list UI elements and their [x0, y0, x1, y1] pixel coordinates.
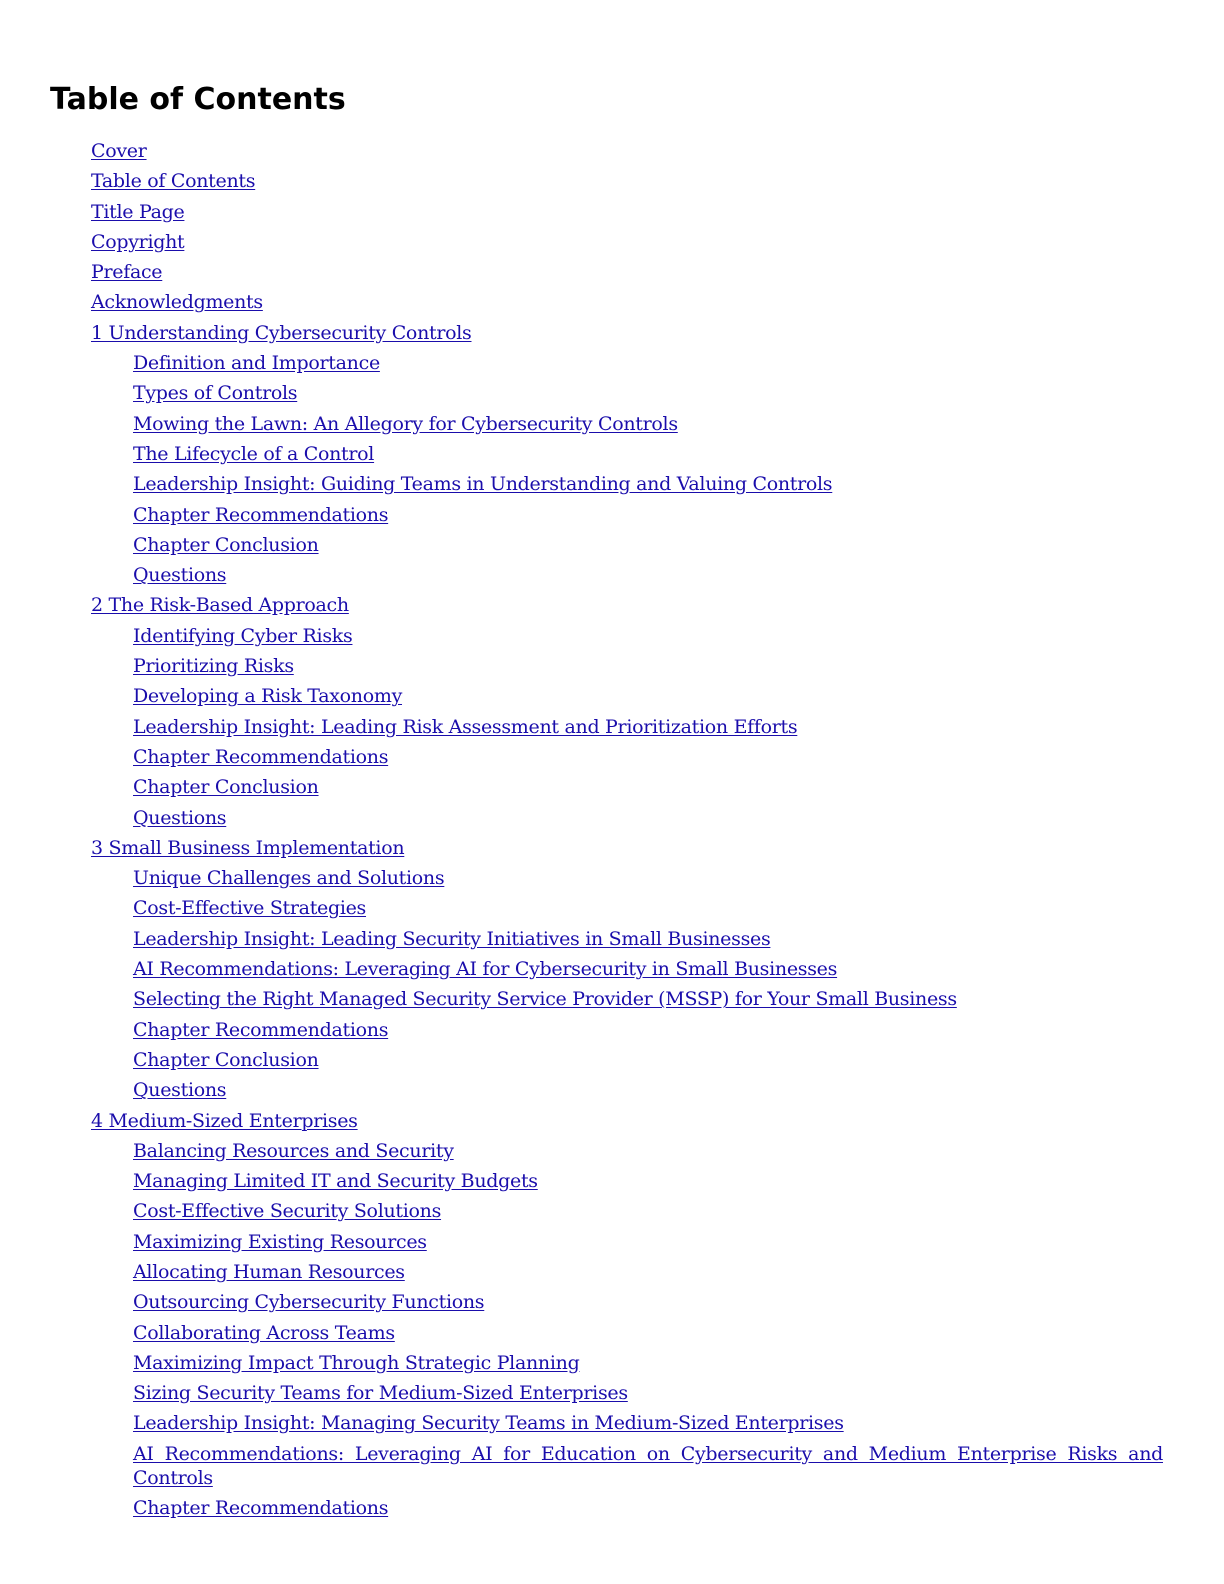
toc-section-entry	[0, 1318, 1224, 1348]
toc-section-entry	[0, 651, 1224, 681]
toc-section-link[interactable]: Identifying Cyber Risks	[133, 624, 353, 647]
toc-chapter-link[interactable]: Copyright	[91, 230, 185, 253]
toc-section-link[interactable]: Leadership Insight: Leading Risk Assessment and Prioritization Efforts	[133, 715, 798, 738]
toc-section-entry	[0, 1166, 1224, 1196]
toc-section-entry	[0, 1136, 1224, 1166]
toc-section-entry	[0, 1439, 1224, 1493]
page-title: Table of Contents	[50, 82, 346, 117]
toc-chapter-entry	[0, 833, 1224, 863]
toc-section-link[interactable]: Sizing Security Teams for Medium-Sized Enterprises	[133, 1382, 628, 1405]
toc-section-link[interactable]: Definition and Importance	[133, 352, 380, 375]
toc-section-entry	[0, 681, 1224, 711]
toc-section-entry	[0, 924, 1224, 954]
toc-chapter-entry	[0, 287, 1224, 317]
toc-section-link[interactable]: Types of Controls	[133, 382, 298, 405]
toc-chapter-link[interactable]: 4 Medium-Sized Enterprises	[91, 1109, 358, 1132]
toc-section-link[interactable]: Chapter Recommendations	[133, 1496, 389, 1519]
toc-section-link[interactable]: Mowing the Lawn: An Allegory for Cybersecurity Controls	[133, 412, 678, 435]
toc-section-link[interactable]: Cost-Effective Strategies	[133, 897, 367, 920]
toc-section-entry	[0, 500, 1224, 530]
toc-section-entry	[0, 984, 1224, 1014]
toc-section-link[interactable]: Chapter Conclusion	[133, 533, 319, 556]
toc-section-link[interactable]: Selecting the Right Managed Security Service Provider (MSSP) for Your Small Business	[133, 988, 957, 1011]
toc-section-link[interactable]: Chapter Recommendations	[133, 503, 389, 526]
toc-section-entry	[0, 1227, 1224, 1257]
toc-section-link[interactable]: Leadership Insight: Managing Security Teams in Medium-Sized Enterprises	[133, 1412, 844, 1435]
toc-section-entry	[0, 893, 1224, 923]
toc-section-link[interactable]: Cost-Effective Security Solutions	[133, 1200, 442, 1223]
toc-section-link[interactable]: Maximizing Impact Through Strategic Planning	[133, 1351, 580, 1374]
toc-section-entry	[0, 1378, 1224, 1408]
toc-chapter-link[interactable]: 3 Small Business Implementation	[91, 836, 405, 859]
toc-section-entry	[0, 409, 1224, 439]
toc-section-link[interactable]: Leadership Insight: Leading Security Initiatives in Small Businesses	[133, 927, 771, 950]
toc-section-link[interactable]: The Lifecycle of a Control	[133, 442, 375, 465]
toc-section-entry	[0, 378, 1224, 408]
toc-section-link[interactable]: Chapter Conclusion	[133, 1048, 319, 1071]
toc-chapter-entry	[0, 590, 1224, 620]
toc-section-entry	[0, 560, 1224, 590]
toc-section-link[interactable]: AI Recommendations: Leveraging AI for Education on Cybersecurity and Medium Enterprise Risks and Controls	[133, 1442, 1163, 1489]
toc-section-entry	[0, 469, 1224, 499]
toc-section-link[interactable]: Balancing Resources and Security	[133, 1139, 454, 1162]
toc-section-link[interactable]: Unique Challenges and Solutions	[133, 867, 445, 890]
toc-section-entry	[0, 530, 1224, 560]
toc-chapter-entry	[0, 197, 1224, 227]
toc-section-link[interactable]: AI Recommendations: Leveraging AI for Cybersecurity in Small Businesses	[133, 958, 838, 981]
toc-section-link[interactable]: Chapter Recommendations	[133, 745, 389, 768]
toc-section-entry	[0, 1196, 1224, 1226]
toc-section-link[interactable]: Chapter Recommendations	[133, 1018, 389, 1041]
toc-section-link[interactable]: Developing a Risk Taxonomy	[133, 685, 403, 708]
toc-section-link[interactable]: Allocating Human Resources	[133, 1260, 405, 1283]
toc-section-entry	[0, 803, 1224, 833]
toc-section-entry	[0, 1075, 1224, 1105]
toc-section-entry	[0, 348, 1224, 378]
toc-section-entry	[0, 1493, 1224, 1523]
toc-chapter-link[interactable]: Table of Contents	[91, 170, 256, 193]
table-of-contents-list	[0, 136, 1224, 1523]
toc-section-link[interactable]: Managing Limited IT and Security Budgets	[133, 1170, 538, 1193]
toc-chapter-entry	[0, 257, 1224, 287]
toc-chapter-link[interactable]: Acknowledgments	[91, 291, 263, 314]
toc-chapter-link[interactable]: Title Page	[91, 200, 185, 223]
toc-section-entry	[0, 772, 1224, 802]
toc-section-entry	[0, 1287, 1224, 1317]
toc-chapter-link[interactable]: Preface	[91, 261, 163, 284]
toc-section-link[interactable]: Maximizing Existing Resources	[133, 1230, 427, 1253]
toc-section-link[interactable]: Outsourcing Cybersecurity Functions	[133, 1291, 485, 1314]
toc-chapter-link[interactable]: 1 Understanding Cybersecurity Controls	[91, 321, 472, 344]
toc-chapter-entry	[0, 136, 1224, 166]
toc-section-link[interactable]: Collaborating Across Teams	[133, 1321, 395, 1344]
toc-section-entry	[0, 1348, 1224, 1378]
toc-chapter-entry	[0, 1106, 1224, 1136]
toc-section-link[interactable]: Leadership Insight: Guiding Teams in Understanding and Valuing Controls	[133, 473, 833, 496]
toc-chapter-entry	[0, 227, 1224, 257]
toc-section-entry	[0, 742, 1224, 772]
toc-section-entry	[0, 1408, 1224, 1438]
toc-section-entry	[0, 863, 1224, 893]
toc-section-entry	[0, 712, 1224, 742]
toc-section-entry	[0, 1045, 1224, 1075]
toc-section-link[interactable]: Prioritizing Risks	[133, 655, 294, 678]
toc-section-link[interactable]: Questions	[133, 1079, 227, 1102]
toc-section-entry	[0, 954, 1224, 984]
toc-section-entry	[0, 1257, 1224, 1287]
toc-chapter-entry	[0, 318, 1224, 348]
toc-chapter-link[interactable]: Cover	[91, 140, 147, 162]
toc-section-link[interactable]: Questions	[133, 564, 227, 587]
toc-section-entry	[0, 439, 1224, 469]
toc-chapter-entry	[0, 166, 1224, 196]
toc-section-link[interactable]: Chapter Conclusion	[133, 776, 319, 799]
toc-chapter-link[interactable]: 2 The Risk-Based Approach	[91, 594, 349, 617]
toc-section-link[interactable]: Questions	[133, 806, 227, 829]
toc-section-entry	[0, 1015, 1224, 1045]
toc-section-entry	[0, 621, 1224, 651]
